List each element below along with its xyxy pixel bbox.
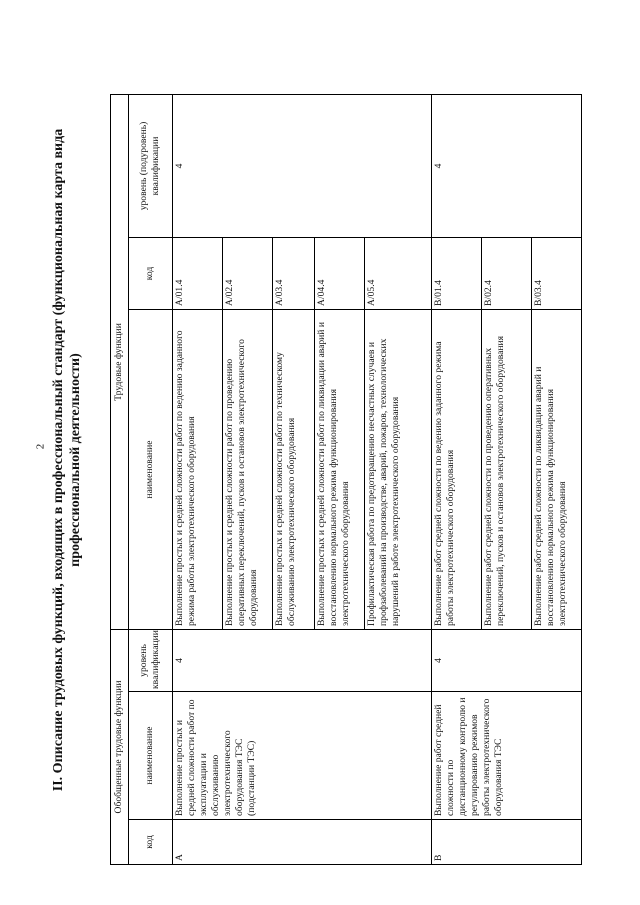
table-row <box>431 94 481 864</box>
tf-name: Выполнение простых и средней сложности работ по техническому обслуживанию электротехнического оборудования <box>272 309 314 629</box>
gf-code-b: В <box>431 820 581 865</box>
header-generalized-functions: Обобщенные трудовые функции <box>111 629 129 864</box>
title-line-1: II. Описание трудовых функций, входящих в профессиональный стандарт (функциональная карта вида <box>51 128 66 792</box>
tf-name: Выполнение работ средней сложности по ведению заданного режима работы электротехнического оборудования <box>431 309 481 629</box>
tf-name: Выполнение простых и средней сложности работ по ведению заданного режима работы электротехнического оборудования <box>172 309 222 629</box>
section-title <box>50 35 98 885</box>
tf-name: Профилактическая работа по предотвращению несчастных случаев и профзаболеваний на производстве, аварий, пожаров, технологических нарушений в работе электротехнического оборудования <box>364 309 431 629</box>
tf-code: В/03.4 <box>531 237 581 309</box>
gf-level-b: 4 <box>431 629 581 691</box>
tf-code: В/02.4 <box>481 237 531 309</box>
header-labor-functions: Трудовые функции <box>111 94 129 629</box>
tf-name: Выполнение работ средней сложности по ликвидации аварий и восстановлению нормального режима функционирования электротехнического оборудования <box>531 309 581 629</box>
tf-code: А/03.4 <box>272 237 314 309</box>
tf-name: Выполнение работ средней сложности по проведению оперативных переключений, пусков и остановов электротехнического оборудования <box>481 309 531 629</box>
header-name: наименование <box>128 692 172 820</box>
table-row <box>172 94 222 864</box>
tf-code: А/05.4 <box>364 237 431 309</box>
functional-map-table <box>110 94 582 865</box>
gf-name-b: Выполнение работ средней сложности по дистанционному контролю и регулированию режимов работы электротехнического оборудования ТЭС <box>431 692 581 820</box>
title-line-2: профессиональной деятельности) <box>68 353 83 567</box>
tf-code: А/01.4 <box>172 237 222 309</box>
gf-level-a: 4 <box>172 629 431 691</box>
header-level: уровень квалификации <box>128 629 172 691</box>
page-number: 2 <box>34 443 47 450</box>
tf-sublevel-a: 4 <box>172 94 431 237</box>
tf-sublevel-b: 4 <box>431 94 581 237</box>
header-tf-name: наименование <box>128 309 172 629</box>
tf-name: Выполнение простых и средней сложности работ по ликвидации аварий и восстановлению нормального режима функционирования электротехнического оборудования <box>314 309 364 629</box>
tf-code: А/02.4 <box>222 237 272 309</box>
header-sublevel: уровень (подуровень) квалификации <box>128 94 172 237</box>
tf-name: Выполнение простых и средней сложности работ по проведению оперативных переключений, пусков и остановов электротехнического оборудования <box>222 309 272 629</box>
gf-name-a: Выполнение простых и средней сложности работ по эксплуатации и обслуживанию электротехнического оборудования ТЭС (подстанции ТЭС) <box>172 692 431 820</box>
header-tf-code: код <box>128 237 172 309</box>
tf-code: В/01.4 <box>431 237 481 309</box>
functional-map-table-wrapper <box>110 95 582 865</box>
tf-code: А/04.4 <box>314 237 364 309</box>
gf-code-a: А <box>172 820 431 865</box>
header-code: код <box>128 820 172 865</box>
